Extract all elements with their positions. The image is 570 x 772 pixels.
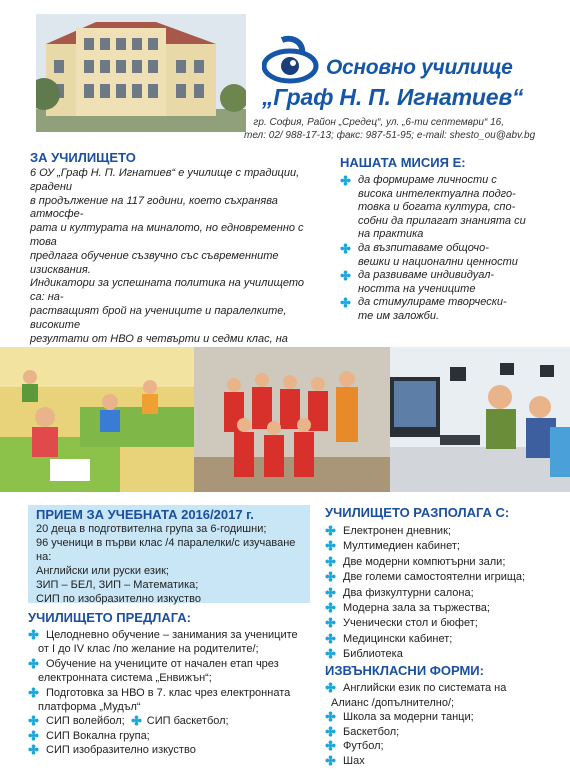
page-header (0, 0, 570, 150)
flower-bullet-icon (28, 715, 39, 726)
list-item (28, 686, 318, 700)
list-item (340, 296, 550, 323)
flower-bullet-icon (340, 270, 351, 281)
offer-text: Подготовка за НВО в 7. клас чрез електронната (46, 686, 291, 699)
offers-section (28, 610, 318, 758)
flower-bullet-icon (340, 175, 351, 186)
flower-bullet-icon (28, 629, 39, 640)
facility-text: Електронен дневник; (343, 525, 451, 537)
mission-line: да възпитаваме общочо- (358, 241, 489, 254)
list-item (325, 647, 555, 662)
offer-text: от I до IV клас /по желание на родителите/; (38, 643, 259, 656)
admission-line: СИП по изобразително изкуство (36, 593, 201, 605)
school-logo-icon (262, 34, 326, 86)
flower-bullet-icon (325, 726, 336, 737)
facility-text: Мултимедиен кабинет; (343, 540, 460, 553)
list-item (325, 524, 555, 539)
flower-bullet-icon (325, 556, 336, 567)
list-item (325, 570, 555, 585)
school-name: „Граф Н. П. Игнатиев“ (262, 84, 524, 110)
about-line: резултати от НВО в четвърти и седми клас, на (30, 332, 288, 345)
extra-text: Баскетбол; (343, 725, 400, 738)
list-item (340, 269, 550, 296)
about-line: 6 ОУ „Граф Н. П. Игнатиев“ е училище с традиции, градени (30, 167, 300, 193)
offer-text: СИП Вокална група; (46, 729, 150, 742)
facility-text: Модерна зала за тържества; (343, 602, 490, 615)
list-item (325, 601, 555, 616)
offer-extra (131, 714, 229, 728)
extra-text: Английски език по системата на (343, 682, 507, 694)
flower-bullet-icon (28, 744, 39, 755)
extracurricular-title: ИЗВЪНКЛАСНИ ФОРМИ: (325, 663, 484, 678)
flower-bullet-icon (325, 617, 336, 628)
mission-line: товка и богата култура, спо- (358, 201, 516, 214)
flower-bullet-icon (325, 740, 336, 751)
offer-text: Целодневно обучение – занимания за учениците (46, 629, 298, 641)
list-item (325, 632, 555, 647)
flower-bullet-icon (325, 587, 336, 598)
school-address: гр. София, Район „Средец“, ул. „6-ти септември“ 16, (253, 117, 504, 128)
classroom-photo (0, 347, 194, 492)
offer-text: електронната система „Енвижън“; (38, 672, 212, 685)
list-item (28, 671, 318, 685)
facility-text: Два физкултурни салона; (343, 586, 474, 599)
list-item (325, 555, 555, 570)
extra-text: Шах (343, 754, 365, 767)
school-building-image (36, 14, 246, 132)
flower-bullet-icon (28, 687, 39, 698)
school-title: Основно училище (326, 56, 513, 79)
flower-bullet-icon (340, 243, 351, 254)
facilities-section (325, 505, 555, 663)
computer-lab-photo (390, 347, 570, 492)
about-line: Индикатори за успешната политика на училището са: на- (30, 277, 305, 304)
list-item (340, 174, 550, 242)
mission-line: да стимулираме творчески- (358, 296, 507, 309)
facility-text: Библиотека (343, 648, 403, 661)
admission-line: 96 ученици в първи клас /4 паралелки/с изучаване на: (36, 537, 296, 563)
admission-title: ПРИЕМ ЗА УЧЕБНАТА 2016/2017 г. (36, 507, 254, 522)
flower-bullet-icon (325, 540, 336, 551)
list-item (325, 681, 560, 696)
mission-section (340, 155, 550, 324)
extracurricular-section (325, 663, 560, 769)
mission-line: да формираме личности с (358, 174, 497, 186)
flower-bullet-icon (325, 711, 336, 722)
logo-mark: 6 (302, 52, 303, 53)
extracurricular-list (325, 681, 560, 769)
list-item (28, 743, 318, 757)
facility-text: Две големи самостоятелни игрища; (343, 571, 526, 584)
list-item (325, 586, 555, 601)
photo-strip (0, 347, 570, 492)
extra-text: Футбол; (343, 740, 384, 753)
mission-title: НАШАТА МИСИЯ Е: (340, 155, 466, 170)
offer-text: платформа „Мудъл“ (38, 701, 141, 714)
about-line: рата и културата на миналото, но едновременно с това (30, 222, 304, 248)
list-item (340, 242, 550, 269)
list-item (325, 710, 560, 725)
about-line: растващият брой на учениците и паралелките, високите (30, 304, 287, 331)
list-item (28, 642, 318, 656)
list-item (28, 628, 318, 642)
mission-list (340, 174, 550, 324)
flower-bullet-icon (325, 525, 336, 536)
mission-line: на практика (358, 228, 424, 241)
flower-bullet-icon (340, 297, 351, 308)
about-line: предлага обучение съзвучно със съвременните изисквания. (30, 249, 279, 276)
flower-bullet-icon (28, 730, 39, 741)
mission-line: да развиваме индивидуал- (358, 269, 495, 282)
facility-text: Медицински кабинет; (343, 632, 453, 645)
list-item (28, 657, 318, 671)
facilities-title: УЧИЛИЩЕТО РАЗПОЛАГА С: (325, 505, 510, 520)
flower-bullet-icon (325, 633, 336, 644)
facility-text: Ученически стол и бюфет; (343, 617, 478, 630)
list-item (325, 754, 560, 769)
facility-text: Две модерни компютърни зали; (343, 555, 506, 568)
admission-line: Английски или руски език; (36, 565, 169, 577)
school-contacts: тел: 02/ 988-17-13; факс: 987-51-95; e-mail: shesto_ou@abv.bg (244, 130, 536, 141)
flower-bullet-icon (325, 755, 336, 766)
offer-text: СИП изобразително изкуство (46, 744, 196, 757)
list-item (325, 616, 555, 631)
admission-box (28, 505, 310, 603)
mission-line: те им заложби. (358, 309, 440, 322)
offer-text: СИП волейбол; (46, 715, 125, 728)
list-item (325, 539, 555, 554)
about-title: ЗА УЧИЛИЩЕТО (30, 150, 136, 165)
list-item (325, 725, 560, 740)
flower-bullet-icon (325, 682, 336, 693)
students-group-photo (194, 347, 390, 492)
flower-bullet-icon (325, 602, 336, 613)
list-item (28, 729, 318, 743)
offer-extra-text: СИП баскетбол; (146, 715, 229, 728)
offer-text: Обучение на учениците от начален етап чрез (46, 657, 279, 670)
flower-bullet-icon (28, 658, 39, 669)
mission-line: ността на учениците (358, 282, 476, 295)
mission-line: вешки и национални ценности (358, 255, 518, 268)
facilities-list (325, 524, 555, 663)
about-line: в продължение на 117 години, което съхранява атмосфе- (30, 194, 278, 221)
list-item (28, 714, 318, 728)
flower-bullet-icon (325, 571, 336, 582)
flower-bullet-icon (325, 648, 336, 659)
list-item (28, 700, 318, 714)
list-item (325, 739, 560, 754)
list-item (325, 696, 560, 711)
mission-line: собни да прилагат знанията си (358, 214, 526, 227)
flower-bullet-icon (131, 715, 142, 726)
offers-title: УЧИЛИЩЕТО ПРЕДЛАГА: (28, 610, 192, 625)
admission-line: 20 деца в подготвителна група за 6-годишни; (36, 523, 267, 535)
extra-text: Школа за модерни танци; (343, 711, 474, 724)
offers-list (28, 628, 318, 758)
mission-line: висока интелектуална подго- (358, 187, 516, 200)
extra-text: Алианс /допълнително/; (331, 696, 455, 709)
admission-line: ЗИП – БЕЛ, ЗИП – Математика; (36, 579, 199, 591)
